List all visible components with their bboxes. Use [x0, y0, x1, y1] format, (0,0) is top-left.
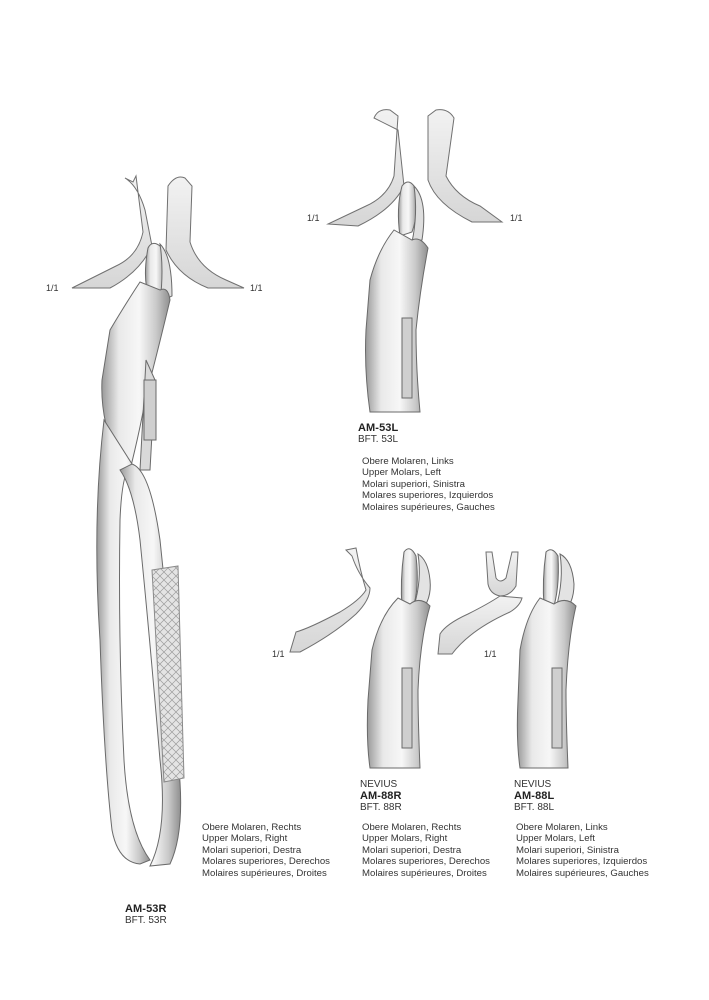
am53r-description — [202, 822, 330, 879]
am88r-desc-fr: Molaires supérieures, Droites — [362, 867, 487, 879]
am53l-left-scale-label: 1/1 — [307, 213, 320, 223]
am53l-beak-profile-left — [328, 110, 404, 226]
am53r-bft: BFT. 53R — [125, 915, 167, 926]
am88r-beak-profile — [290, 548, 370, 652]
am53l-desc-fr: Molaires supérieures, Gauches — [362, 501, 495, 513]
am53l-beak-profile-right — [428, 110, 502, 222]
am88r-desc-it: Molari superiori, Destra — [362, 844, 462, 856]
am88l-description — [516, 822, 649, 879]
am53l-desc-it: Molari superiori, Sinistra — [362, 478, 465, 490]
am88l-bft: BFT. 88L — [514, 802, 555, 813]
am53r-beak-profile-left — [72, 176, 152, 288]
am88l-brand: NEVIUS — [514, 779, 552, 790]
am53l-desc-de: Obere Molaren, Links — [362, 456, 454, 467]
am53r-beak-profile-right — [166, 177, 244, 288]
am88r-forceps — [367, 549, 430, 768]
am88l-scale-label: 1/1 — [484, 649, 497, 659]
am53r-left-scale-label: 1/1 — [46, 283, 59, 293]
am88r-description — [362, 822, 490, 879]
am88r-code: AM-88R — [360, 790, 402, 802]
am88r-bft: BFT. 88R — [360, 802, 402, 813]
am53r-desc-it: Molari superiori, Destra — [202, 844, 302, 856]
am53r-code: AM-53R — [125, 903, 167, 915]
am88l-desc-en: Upper Molars, Left — [516, 833, 595, 845]
am88l-code: AM-88L — [514, 790, 555, 802]
am53r-forceps — [97, 243, 184, 866]
am88l-desc-de: Obere Molaren, Links — [516, 822, 608, 833]
am53r-desc-en: Upper Molars, Right — [202, 833, 288, 845]
am53l-right-scale-label: 1/1 — [510, 213, 523, 223]
am88r-desc-es: Molares superiores, Derechos — [362, 856, 490, 868]
am88l-beak-profile-front — [486, 552, 518, 596]
am88l-label — [514, 779, 554, 813]
am88r-desc-en: Upper Molars, Right — [362, 833, 448, 845]
am88l-desc-fr: Molaires supérieures, Gauches — [516, 867, 649, 879]
am53l-desc-es: Molares superiores, Izquierdos — [362, 490, 494, 502]
am53r-right-scale-label: 1/1 — [250, 283, 263, 293]
am53l-bft: BFT. 53L — [358, 434, 399, 445]
am53l-description — [362, 456, 495, 513]
am53r-desc-de: Obere Molaren, Rechts — [202, 822, 302, 833]
am53l-label — [358, 422, 398, 445]
am88l-beak-profile-side — [438, 596, 522, 654]
am88l-forceps — [517, 550, 576, 768]
am88l-desc-es: Molares superiores, Izquierdos — [516, 856, 648, 868]
am53r-label — [125, 903, 167, 926]
am88r-brand: NEVIUS — [360, 779, 398, 790]
am53r-desc-es: Molares superiores, Derechos — [202, 856, 330, 868]
am88l-desc-it: Molari superiori, Sinistra — [516, 844, 619, 856]
am53l-desc-en: Upper Molars, Left — [362, 467, 441, 479]
am88r-label — [360, 779, 402, 813]
am88r-scale-label: 1/1 — [272, 649, 285, 659]
am53r-desc-fr: Molaires supérieures, Droites — [202, 867, 327, 879]
am53l-code: AM-53L — [358, 422, 399, 434]
am88r-desc-de: Obere Molaren, Rechts — [362, 822, 462, 833]
